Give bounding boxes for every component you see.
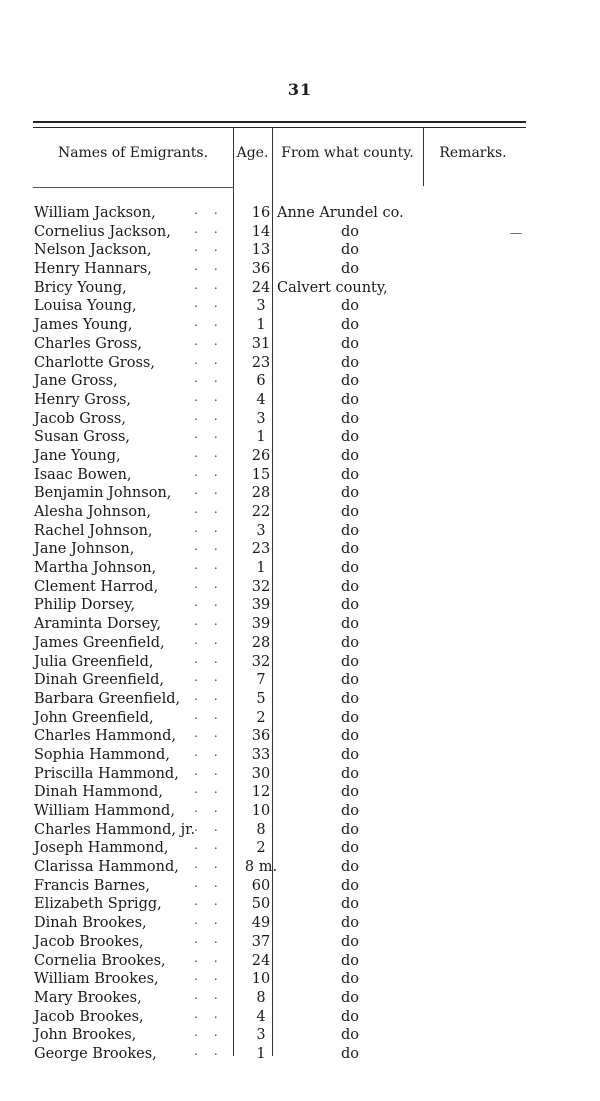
emigrant-age: 33 — [251, 746, 271, 763]
emigrant-age: 60 — [251, 877, 271, 894]
emigrant-county: do — [340, 261, 359, 278]
emigrant-name: Jacob Brookes, — [34, 1008, 144, 1025]
emigrant-age: 37 — [251, 933, 271, 950]
table-row — [34, 297, 534, 316]
emigrant-age: 30 — [251, 765, 271, 782]
emigrant-age: 32 — [251, 653, 271, 670]
emigrant-age: 1 — [256, 560, 266, 577]
emigrant-county: do — [340, 634, 359, 651]
table-row — [34, 653, 534, 672]
table-row — [34, 895, 534, 914]
top-rule-thick — [33, 121, 526, 123]
leader-dots: .. — [194, 950, 234, 965]
emigrant-age: 36 — [251, 261, 271, 278]
emigrant-name: William Brookes, — [34, 971, 159, 988]
emigrant-name: Charles Hammond, — [34, 728, 177, 745]
emigrant-age: 2 — [256, 709, 266, 726]
emigrant-age: 8 m. — [244, 859, 278, 876]
emigrant-age: 15 — [251, 466, 271, 483]
emigrant-age: 3 — [256, 522, 266, 539]
table-row — [34, 709, 534, 728]
table-row — [34, 1045, 534, 1064]
leader-dots: .. — [194, 203, 234, 217]
emigrant-name: Rachel Johnson, — [34, 522, 153, 539]
leader-dots: .. — [194, 1043, 234, 1058]
emigrant-age: 1 — [256, 1045, 266, 1062]
emigrant-age: 31 — [251, 335, 271, 352]
emigrant-county: do — [340, 672, 359, 689]
emigrant-name: Dinah Greenfield, — [34, 672, 164, 689]
leader-dots: .. — [194, 707, 234, 722]
leader-dots: .. — [194, 819, 234, 834]
emigrant-county: do — [340, 522, 359, 539]
emigrant-county: Anne Arundel co. — [277, 205, 404, 221]
emigrant-name: Jane Young, — [34, 447, 121, 464]
emigrant-age: 23 — [251, 354, 271, 371]
leader-dots: .. — [194, 221, 234, 236]
emigrant-county: do — [340, 597, 359, 614]
emigrant-name: Mary Brookes, — [34, 989, 142, 1006]
header-age: Age. — [236, 145, 269, 161]
emigrant-name: Jacob Gross, — [34, 410, 126, 427]
emigrant-age: 36 — [251, 728, 271, 745]
emigrant-name: Charles Hammond, jr. — [34, 821, 196, 838]
emigrant-age: 8 — [256, 821, 266, 838]
emigrant-age: 49 — [251, 915, 271, 932]
emigrant-age: 28 — [251, 485, 271, 502]
table-row — [34, 970, 534, 989]
table-row — [34, 933, 534, 952]
leader-dots: .. — [194, 277, 234, 292]
leader-dots: .. — [194, 315, 234, 330]
emigrant-county: Calvert county, — [277, 279, 388, 296]
emigrant-name: Isaac Bowen, — [34, 466, 132, 483]
emigrant-age: 16 — [251, 205, 271, 221]
emigrant-county: do — [340, 896, 359, 913]
emigrant-name: Susan Gross, — [34, 429, 131, 446]
leader-dots: .. — [194, 838, 234, 853]
emigrant-name: Francis Barnes, — [34, 877, 150, 894]
leader-dots: .. — [194, 483, 234, 498]
leader-dots: .. — [194, 632, 234, 647]
table-row — [34, 354, 534, 373]
emigrant-county: do — [340, 765, 359, 782]
table-row — [34, 540, 534, 559]
emigrant-name: Cornelius Jackson, — [34, 223, 171, 240]
emigrant-county: do — [340, 1008, 359, 1025]
emigrant-name: Dinah Hammond, — [34, 784, 163, 801]
emigrant-county: do — [340, 317, 359, 334]
table-row — [34, 634, 534, 653]
emigrant-age: 12 — [251, 784, 271, 801]
emigrant-name: John Brookes, — [34, 1027, 137, 1044]
emigrant-name: Benjamin Johnson, — [34, 485, 172, 502]
leader-dots: .. — [194, 931, 234, 946]
leader-dots: .. — [194, 539, 234, 554]
leader-dots: .. — [194, 520, 234, 535]
emigrant-name: Sophia Hammond, — [34, 746, 170, 763]
emigrant-county: do — [340, 709, 359, 726]
leader-dots: .. — [194, 987, 234, 1002]
table-row — [34, 466, 534, 485]
emigrant-county: do — [340, 859, 359, 876]
emigrant-county: do — [340, 971, 359, 988]
emigrant-county: do — [340, 1045, 359, 1062]
emigrant-age: 39 — [251, 597, 271, 614]
emigrant-name: Jane Johnson, — [34, 541, 135, 558]
table-row — [34, 802, 534, 821]
leader-dots: .. — [194, 744, 234, 759]
emigrant-name: Charles Gross, — [34, 335, 143, 352]
emigrant-county: do — [340, 952, 359, 969]
table-row — [34, 989, 534, 1008]
table-row — [34, 372, 534, 391]
table-row — [34, 952, 534, 971]
emigrant-age: 13 — [251, 242, 271, 259]
emigrant-county: do — [340, 466, 359, 483]
table-row — [34, 746, 534, 765]
emigrant-name: Jane Gross, — [34, 373, 118, 390]
table-row — [34, 1026, 534, 1045]
emigrant-name: Henry Gross, — [34, 391, 132, 408]
leader-dots: .. — [194, 558, 234, 573]
emigrant-age: 4 — [256, 391, 266, 408]
emigrant-name: James Greenfield, — [34, 634, 165, 651]
emigrant-name: Clement Harrod, — [34, 578, 159, 595]
leader-dots: .. — [194, 651, 234, 666]
leader-dots: .. — [194, 389, 234, 404]
emigrant-county: do — [340, 541, 359, 558]
emigrant-age: 23 — [251, 541, 271, 558]
emigrant-age: 8 — [256, 989, 266, 1006]
emigrant-age: 24 — [251, 952, 271, 969]
table-row — [34, 204, 534, 223]
emigrant-age: 24 — [251, 279, 271, 296]
leader-dots: .. — [194, 726, 234, 741]
leader-dots: .. — [194, 614, 234, 629]
emigrant-name: George Brookes, — [34, 1045, 157, 1062]
leader-dots: .. — [194, 913, 234, 928]
emigrant-name: Martha Johnson, — [34, 560, 157, 577]
table-row — [34, 316, 534, 335]
emigrant-age: 50 — [251, 896, 271, 913]
table-row — [34, 578, 534, 597]
emigrant-age: 22 — [251, 504, 271, 520]
table-row — [34, 783, 534, 802]
emigrant-name: Cornelia Brookes, — [34, 952, 166, 969]
leader-dots: .. — [194, 857, 234, 872]
emigrant-county: do — [340, 373, 359, 390]
emigrant-name: James Young, — [34, 317, 133, 334]
emigrant-age: 28 — [251, 634, 271, 651]
table-row — [34, 858, 534, 877]
emigrant-name: Dinah Brookes, — [34, 915, 147, 932]
emigrant-name: John Greenfield, — [34, 709, 154, 726]
emigrant-name: Clarissa Hammond, — [34, 859, 179, 876]
leader-dots: .. — [194, 445, 234, 460]
table-row — [34, 727, 534, 746]
emigrant-name: Julia Greenfield, — [34, 653, 154, 670]
emigrant-name: Barbara Greenfield, — [34, 690, 181, 707]
emigrant-name: Priscilla Hammond, — [34, 765, 179, 782]
header-names: Names of Emigrants. — [57, 145, 209, 161]
top-rule-thin — [33, 127, 526, 128]
emigrant-county: do — [340, 915, 359, 932]
emigrant-age: 7 — [256, 672, 266, 689]
table-row — [34, 765, 534, 784]
emigrant-county: do — [340, 840, 359, 857]
leader-dots: .. — [194, 259, 234, 274]
emigrant-age: 32 — [251, 578, 271, 595]
table-row — [34, 447, 534, 466]
emigrant-county: do — [340, 354, 359, 371]
emigrant-name: Alesha Johnson, — [34, 504, 152, 520]
header-county: From what county. — [281, 145, 414, 161]
emigrant-age: 10 — [251, 971, 271, 988]
emigrant-county: do — [340, 989, 359, 1006]
table-row — [34, 615, 534, 634]
table-row — [34, 690, 534, 709]
table-row — [34, 428, 534, 447]
emigrant-age: 10 — [251, 803, 271, 819]
leader-dots: .. — [194, 352, 234, 367]
emigrant-name: Elizabeth Sprigg, — [34, 896, 162, 913]
leader-dots: .. — [194, 333, 234, 348]
emigrant-name: Charlotte Gross, — [34, 354, 155, 371]
emigrant-age: 6 — [256, 373, 266, 390]
emigrant-county: do — [340, 933, 359, 950]
emigrant-county: do — [340, 223, 359, 240]
emigrant-age: 14 — [251, 223, 271, 240]
table-row — [34, 391, 534, 410]
table-row — [34, 410, 534, 429]
leader-dots: .. — [194, 782, 234, 797]
emigrant-county: do — [340, 429, 359, 446]
emigrant-county: do — [340, 653, 359, 670]
emigrant-age: 26 — [251, 447, 271, 464]
table-row — [34, 241, 534, 260]
emigrant-name: William Jackson, — [34, 205, 156, 221]
leader-dots: .. — [194, 371, 234, 386]
emigrant-age: 2 — [256, 840, 266, 857]
table-row — [34, 821, 534, 840]
emigrant-age: 1 — [256, 429, 266, 446]
stray-mark: — — [510, 226, 522, 240]
table-row — [34, 223, 534, 242]
emigrant-age: 4 — [256, 1008, 266, 1025]
emigrant-county: do — [340, 410, 359, 427]
table-row — [34, 260, 534, 279]
emigrant-county: do — [340, 335, 359, 352]
emigrant-county: do — [340, 803, 359, 819]
page-number: 31 — [287, 80, 313, 99]
leader-dots: .. — [194, 595, 234, 610]
emigrant-county: do — [340, 391, 359, 408]
table-row — [34, 671, 534, 690]
leader-dots: .. — [194, 969, 234, 984]
emigrant-county: do — [340, 821, 359, 838]
leader-dots: .. — [194, 576, 234, 591]
emigrant-age: 5 — [256, 690, 266, 707]
emigrant-name: Nelson Jackson, — [34, 242, 152, 259]
emigrant-county: do — [340, 728, 359, 745]
emigrant-name: Henry Hannars, — [34, 261, 152, 278]
emigrant-county: do — [340, 242, 359, 259]
leader-dots: .. — [194, 801, 234, 815]
emigrant-name: Araminta Dorsey, — [34, 616, 162, 633]
leader-dots: .. — [194, 240, 234, 255]
table-row — [34, 914, 534, 933]
emigrant-county: do — [340, 746, 359, 763]
table-row — [34, 1008, 534, 1027]
emigrant-name: Philip Dorsey, — [34, 597, 136, 614]
table-row — [34, 279, 534, 298]
emigrant-name: Louisa Young, — [34, 298, 137, 315]
table-row — [34, 522, 534, 541]
emigrant-county: do — [340, 298, 359, 315]
emigrant-county: do — [340, 485, 359, 502]
emigrant-name: Jacob Brookes, — [34, 933, 144, 950]
leader-dots: .. — [194, 296, 234, 311]
leader-dots: .. — [194, 427, 234, 442]
emigrant-rows — [34, 204, 534, 1064]
emigrant-county: do — [340, 504, 359, 520]
leader-dots: .. — [194, 464, 234, 479]
emigrant-county: do — [340, 616, 359, 633]
leader-dots: .. — [194, 502, 234, 516]
leader-dots: .. — [194, 1025, 234, 1040]
leader-dots: .. — [194, 875, 234, 890]
emigrant-county: do — [340, 1027, 359, 1044]
table-row — [34, 503, 534, 522]
leader-dots: .. — [194, 688, 234, 703]
leader-dots: .. — [194, 894, 234, 909]
table-row — [34, 877, 534, 896]
emigrant-name: Bricy Young, — [34, 279, 127, 296]
emigrant-name: Joseph Hammond, — [34, 840, 169, 857]
emigrant-county: do — [340, 690, 359, 707]
emigrant-name: William Hammond, — [34, 803, 175, 819]
emigrant-county: do — [340, 877, 359, 894]
emigrant-age: 3 — [256, 298, 266, 315]
table-row — [34, 559, 534, 578]
emigrant-county: do — [340, 784, 359, 801]
table-row — [34, 596, 534, 615]
emigrant-county: do — [340, 578, 359, 595]
emigrant-age: 3 — [256, 410, 266, 427]
header-remarks: Remarks. — [439, 145, 507, 161]
emigrant-county: do — [340, 560, 359, 577]
leader-dots: .. — [194, 763, 234, 778]
table-row — [34, 839, 534, 858]
emigrant-age: 1 — [256, 317, 266, 334]
emigrant-age: 3 — [256, 1027, 266, 1044]
table-row — [34, 484, 534, 503]
header-bottom-rule — [33, 187, 233, 188]
leader-dots: .. — [194, 670, 234, 685]
emigrant-county: do — [340, 447, 359, 464]
leader-dots: .. — [194, 408, 234, 423]
table-row — [34, 335, 534, 354]
leader-dots: .. — [194, 1006, 234, 1021]
emigrant-age: 39 — [251, 616, 271, 633]
